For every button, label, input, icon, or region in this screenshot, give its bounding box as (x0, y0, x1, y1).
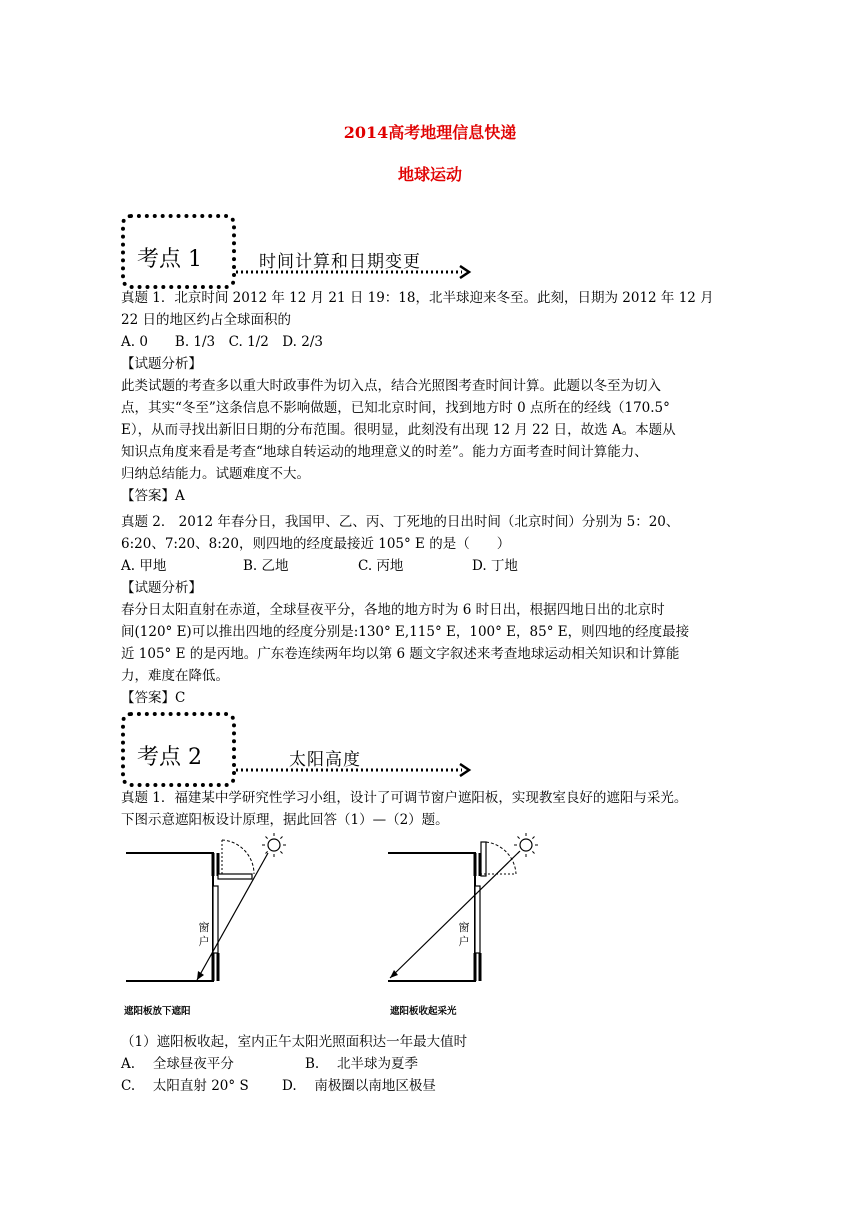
q2-option-c: C. 丙地 (358, 558, 404, 574)
window-label-char: 户 (458, 935, 470, 948)
dotted-arrow-1 (236, 265, 476, 279)
q1-analysis-line: E），从而寻找出新旧日期的分布范围。很明显，此刻没有出现 12 月 22 日，故选 A。本题从 (121, 422, 676, 438)
q3-sub-question: （1）遮阳板收起，室内正午太阳光照面积达一年最大值时 (121, 1034, 468, 1050)
section-topic-1: 时间计算和日期变更 (259, 252, 421, 272)
q2-option-b: B. 乙地 (243, 558, 289, 574)
q3-stem-line1: 真题 1．福建某中学研究性学习小组，设计了可调节窗户遮阳板，实现教室良好的遮阳与采光。 (121, 790, 688, 806)
q1-analysis-line: 知识点角度来看是考查“地球自转运动的地理意义的时差”。能力方面考查时间计算能力、 (121, 444, 648, 460)
section-badge-1-label: 考点 1 (137, 247, 202, 272)
q2-analysis-line: 间(120° E)可以推出四地的经度分别是:130° E,115° E，100° E，85° E，则四地的经度最接 (121, 624, 690, 640)
sun-icon (262, 833, 286, 857)
q1-options: A. 0 B. 1/3 C. 1/2 D. 2/3 (121, 334, 323, 350)
dotted-arrow-2 (236, 763, 476, 777)
q2-analysis-line: 力，难度在降低。 (121, 668, 229, 684)
q2-option-a: A. 甲地 (121, 558, 167, 574)
figure-shade-raised (380, 828, 570, 1023)
q2-analysis-line: 近 105° E 的是丙地。广东卷连续两年均以第 6 题文字叙述来考查地球运动相关知识和计算能 (121, 646, 680, 662)
q3-option-b: B. 北半球为夏季 (305, 1056, 419, 1072)
q3-option-a: A. 全球昼夜平分 (121, 1056, 234, 1072)
q3-option-d: D. 南极圈以南地区极昼 (282, 1078, 436, 1094)
q3-stem-line2: 下图示意遮阳板设计原理，据此回答（1）—（2）题。 (121, 812, 449, 828)
q2-answer: 【答案】C (121, 690, 186, 706)
q1-analysis-line: 归纳总结能力。试题难度不大。 (121, 466, 310, 482)
q1-stem-line1: 真题 1．北京时间 2012 年 12 月 21 日 19：18，北半球迎来冬至。此刻，日期为 2012 年 12 月 (121, 290, 714, 306)
section-badge-2-label: 考点 2 (137, 745, 202, 770)
window-label-char: 窗 (198, 921, 210, 934)
q2-stem-line2: 6:20、7:20、8:20，则四地的经度最接近 105° E 的是（ ） (121, 536, 511, 552)
q1-analysis-heading: 【试题分析】 (121, 356, 202, 372)
q2-analysis-line: 春分日太阳直射在赤道，全球昼夜平分，各地的地方时为 6 时日出，根据四地日出的北京时 (121, 602, 665, 618)
q2-option-d: D. 丁地 (472, 558, 518, 574)
figure-caption-right: 遮阳板收起采光 (390, 1006, 457, 1017)
figure-shade-lowered (118, 828, 308, 1023)
q1-stem-line2: 22 日的地区约占全球面积的 (121, 312, 291, 328)
document-title: 2014高考地理信息快递 (343, 123, 517, 142)
window-label-char: 户 (198, 935, 210, 948)
q2-analysis-heading: 【试题分析】 (121, 580, 202, 596)
window-label-char: 窗 (458, 921, 470, 934)
q2-stem-line1: 真题 2． 2012 年春分日，我国甲、乙、丙、丁死地的日出时间（北京时间）分别为 5：20、 (121, 514, 680, 530)
q1-analysis-line: 此类试题的考查多以重大时政事件为切入点，结合光照图考查时间计算。此题以冬至为切入 (121, 378, 661, 394)
q1-analysis-line: 点，其实“冬至”这条信息不影响做题，已知北京时间，找到地方时 0 点所在的经线（170.5° (121, 400, 670, 416)
document-subtitle: 地球运动 (397, 165, 462, 184)
section-topic-2: 太阳高度 (289, 750, 361, 770)
q1-answer: 【答案】A (121, 488, 185, 504)
figure-caption-left: 遮阳板放下遮阳 (124, 1006, 191, 1017)
q3-option-c: C. 太阳直射 20° S (121, 1078, 249, 1094)
